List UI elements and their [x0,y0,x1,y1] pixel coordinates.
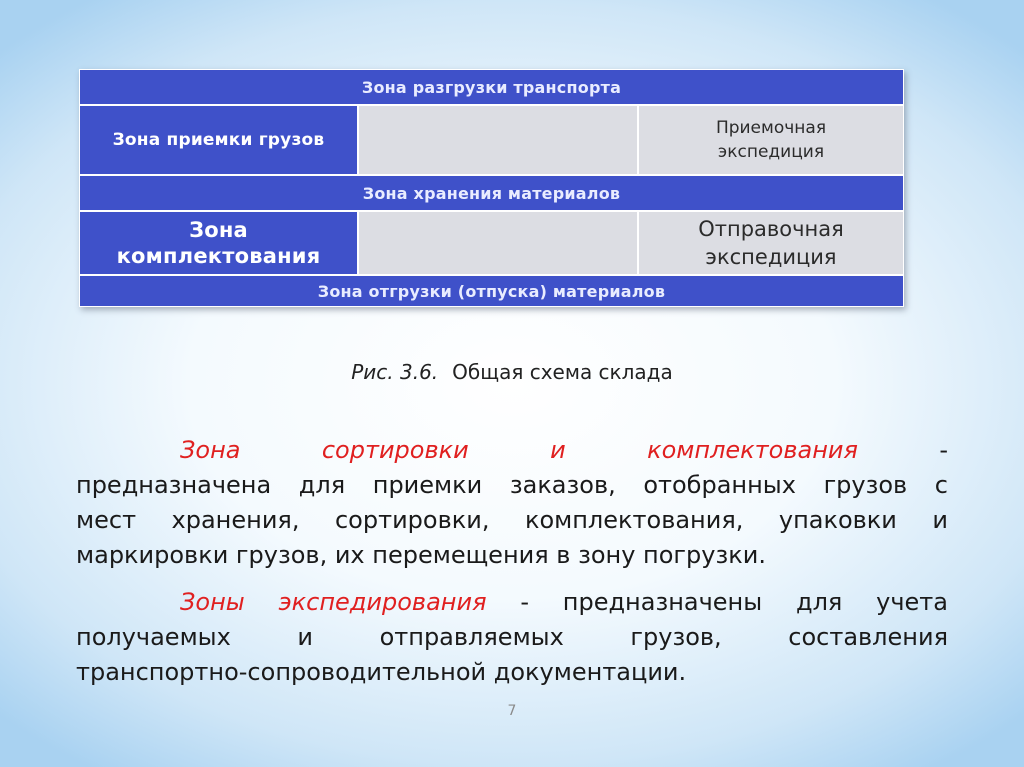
shipping-expedition-label-1: Отправочная [698,217,844,241]
paragraph2-line3: транспортно-сопроводительной документации. [76,658,687,686]
paragraph1-line1 [76,433,948,468]
paragraph1-line4: маркировки грузов, их перемещения в зону погрузки. [76,541,766,569]
term-sorting-zone: Зона сортировки и комплектования [180,436,858,464]
receiving-expedition-cell [638,105,904,175]
shipping-zone-label: Зона отгрузки (отпуска) материалов [317,281,666,301]
shipping-expedition-label-2: экспедиция [705,245,837,269]
paragraph1-line3: мест хранения, сортировки, комплектования, упаковки и [76,506,948,534]
unloading-zone-label: Зона разгрузки транспорта [361,77,622,97]
picking-empty-cell [358,211,638,275]
storage-zone-label: Зона хранения материалов [362,183,621,203]
shipping-expedition-cell [638,211,904,275]
storage-zone-band [79,175,904,211]
receiving-expedition-label-2: экспедиция [717,142,825,162]
picking-zone-label-1: Зона [189,218,248,242]
paragraph2-line2: получаемых и отправляемых грузов, составления [76,623,948,651]
figure-title: Общая схема склада [452,360,673,384]
paragraph2-line1 [76,585,948,620]
picking-zone-label-2: комплектования [116,244,321,268]
paragraph1-line2: предназначена для приемки заказов, отобранных грузов с [76,471,948,499]
figure-caption [0,360,1024,384]
picking-zone-cell [79,211,358,275]
receiving-empty-cell [358,105,638,175]
paragraph-sorting-zone [76,433,948,573]
term-expedition-zones: Зоны экспедирования [180,588,487,616]
dash: - [939,436,948,464]
figure-number: Рис. 3.6. [351,360,439,384]
receiving-zone-cell [79,105,358,175]
page-number: 7 [507,703,517,719]
receiving-zone-label: Зона приемки грузов [112,130,325,150]
paragraph-expedition-zones [76,585,948,690]
warehouse-scheme-diagram [79,69,904,307]
receiving-expedition-label-1: Приемочная [715,118,827,138]
shipping-zone-band [79,275,904,307]
unloading-zone-band [79,69,904,105]
paragraph2-line1-rest: - предназначены для учета [520,588,948,616]
